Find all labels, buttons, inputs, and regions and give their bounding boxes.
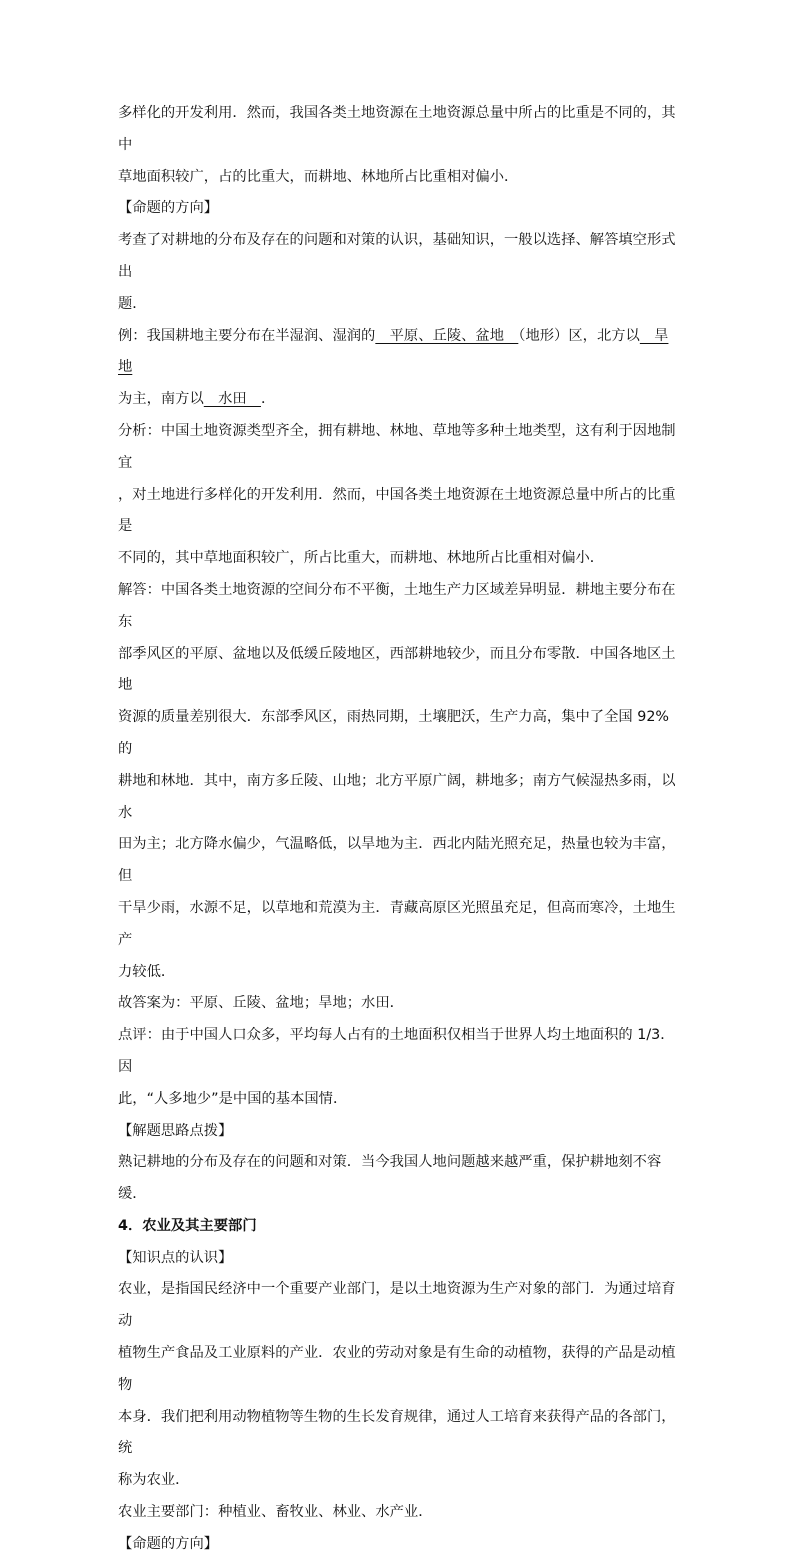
answer-line: 解答：中国各类土地资源的空间分布不平衡，土地生产力区域差异明显．耕地主要分布在东 — [118, 581, 676, 630]
text-line: 草地面积较广，占的比重大，而耕地、林地所占比重相对偏小． — [118, 168, 519, 185]
analysis-line: 分析：中国土地资源类型齐全，拥有耕地、林地、草地等多种土地类型，这有利于因地制宜 — [118, 422, 676, 471]
text-line: 考查了对耕地的分布及存在的问题和对策的认识，基础知识，一般以选择、解答填空形式出 — [118, 232, 676, 280]
knowledge-line: 农业，是指国民经济中一个重要产业部门，是以土地资源为生产对象的部门．为通过培育动 — [118, 1281, 676, 1330]
departments-line: 农业主要部门：种植业、畜牧业、林业、水产业． — [118, 1504, 433, 1521]
analysis-line: 不同的，其中草地面积较广，所占比重大，而耕地、林地所占比重相对偏小． — [118, 550, 605, 567]
knowledge-line: 本身．我们把利用动物植物等生物的生长发育规律，通过人工培育来获得产品的各部门，统 — [118, 1408, 676, 1457]
section-heading: 4．农业及其主要部门 — [118, 1217, 257, 1234]
comment-line: 点评：由于中国人口众多，平均每人占有的土地面积仅相当于世界人均土地面积的 1/3．因 — [118, 1027, 675, 1075]
section-label-tips: 【解题思路点拨】 — [118, 1122, 233, 1139]
section-label-knowledge: 【知识点的认识】 — [118, 1249, 233, 1266]
knowledge-line: 植物生产食品及工业原料的产业．农业的劳动对象是有生命的动植物，获得的产品是动植物 — [118, 1345, 676, 1393]
answer-line: 部季风区的平原、盆地以及低缓丘陵地区，西部耕地较少，而且分布零散．中国各地区土地 — [118, 645, 676, 694]
section-label-direction-2: 【命题的方向】 — [118, 1535, 219, 1552]
answer-blank-terrain: 平原、丘陵、盆地 — [375, 327, 519, 344]
answer-line: 力较低． — [118, 963, 176, 980]
answer-blank-south: 水田 — [203, 391, 261, 408]
example-prefix: 例：我国耕地主要分布在半湿润、湿润的 — [118, 327, 376, 344]
final-answer: 故答案为：平原、丘陵、盆地；旱地；水田． — [118, 995, 404, 1012]
example-question-line-1 — [118, 321, 680, 385]
text-line: 多样化的开发利用．然而，我国各类土地资源在土地资源总量中所占的比重是不同的，其中 — [118, 105, 676, 153]
example-line2-suffix: ． — [260, 391, 276, 408]
example-mid: （地形）区，北方以 — [518, 327, 640, 344]
answer-line: 田为主；北方降水偏少，气温略低，以旱地为主．西北内陆光照充足，热量也较为丰富，但 — [118, 836, 676, 885]
section-label-direction: 【命题的方向】 — [118, 200, 219, 217]
answer-line: 资源的质量差别很大．东部季风区，雨热同期，土壤肥沃，生产力高，集中了全国 92%的 — [118, 709, 670, 757]
tips-text: 熟记耕地的分布及存在的问题和对策．当今我国人地问题越来越严重，保护耕地刻不容缓． — [118, 1154, 662, 1203]
answer-line: 耕地和林地．其中，南方多丘陵、山地；北方平原广阔，耕地多；南方气候湿热多雨，以水 — [118, 772, 676, 821]
comment-line: 此，“人多地少”是中国的基本国情． — [118, 1090, 348, 1107]
knowledge-line: 称为农业． — [118, 1472, 190, 1489]
answer-line: 干旱少雨，水源不足，以草地和荒漠为主．青藏高原区光照虽充足，但高而寒冷，土地生产 — [118, 899, 676, 948]
document-body — [118, 98, 680, 1561]
example-line2-prefix: 为主，南方以 — [118, 391, 204, 408]
analysis-line: ，对土地进行多样化的开发利用．然而，中国各类土地资源在土地资源总量中所占的比重是 — [118, 486, 676, 535]
answer-blank-north: 旱地 — [118, 327, 669, 376]
example-question-line-2 — [118, 384, 680, 416]
text-line: 题． — [118, 295, 147, 312]
